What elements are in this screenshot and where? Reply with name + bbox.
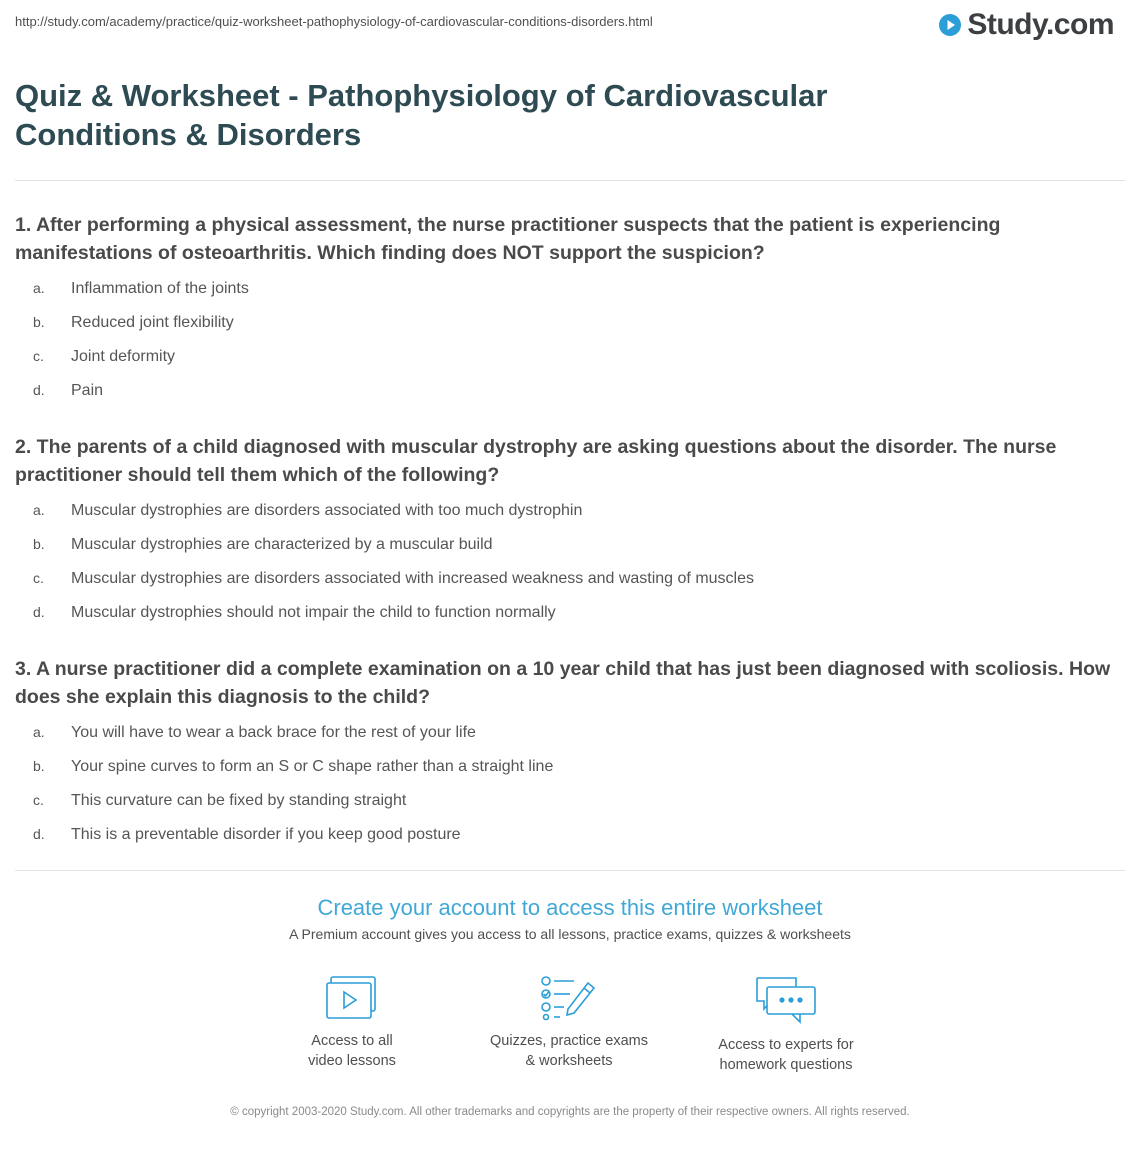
answer-letter: b. [33, 758, 45, 774]
answer-list [15, 495, 1130, 631]
copyright: © copyright 2003-2020 Study.com. All other trademarks and copyrights are the property of their respective owners. All rights reserved. [230, 1106, 910, 1118]
question-3 [15, 655, 1130, 853]
question-text: 1. After performing a physical assessment, the nurse practitioner suspects that the patient is experiencing manifestations of osteoarthritis. Which finding does NOT support the suspicion? [15, 214, 1001, 264]
feature-quizzes [469, 975, 669, 1071]
answer-option [15, 495, 1130, 529]
study-logo[interactable] [938, 8, 1114, 42]
feature-label: Access to experts for homework questions [718, 1037, 854, 1073]
answer-letter: c. [33, 348, 44, 364]
answer-text: You will have to wear a back brace for the rest of your life [71, 724, 476, 741]
answer-text: Muscular dystrophies are disorders associated with increased weakness and wasting of muscles [71, 570, 754, 587]
divider [15, 180, 1125, 181]
answer-text: This is a preventable disorder if you keep good posture [71, 826, 461, 843]
quiz-checklist-icon [540, 975, 598, 1021]
question-text: 3. A nurse practitioner did a complete examination on a 10 year child that has just been diagnosed with scoliosis. How does she explain this diagnosis to the child? [15, 658, 1111, 708]
cta-subtitle: A Premium account gives you access to all lessons, practice exams, quizzes & worksheets [289, 926, 851, 942]
feature-label: Access to all video lessons [308, 1033, 396, 1069]
question-list [15, 211, 1130, 877]
answer-option [15, 375, 1130, 409]
answer-letter: a. [33, 724, 45, 740]
answer-option [15, 785, 1130, 819]
answer-option [15, 717, 1130, 751]
answer-letter: d. [33, 382, 45, 398]
answer-text: Reduced joint flexibility [71, 314, 234, 331]
video-lessons-icon [325, 975, 379, 1021]
answer-text: Your spine curves to form an S or C shape rather than a straight line [71, 758, 554, 775]
signup-cta [0, 893, 1140, 943]
answer-option [15, 751, 1130, 785]
brand-name: Study.com [967, 8, 1114, 41]
answer-text: Muscular dystrophies are disorders associated with too much dystrophin [71, 502, 583, 519]
chat-bubbles-icon [754, 975, 818, 1025]
answer-letter: b. [33, 314, 45, 330]
answer-text: Joint deformity [71, 348, 176, 365]
answer-option [15, 307, 1130, 341]
feature-video-lessons [252, 975, 452, 1071]
answer-letter: c. [33, 792, 44, 808]
answer-option [15, 529, 1130, 563]
answer-letter: a. [33, 502, 45, 518]
question-1 [15, 211, 1130, 409]
answer-text: Pain [71, 382, 104, 399]
cta-title-link[interactable]: Create your account to access this entire worksheet [317, 895, 823, 920]
page-title: Quiz & Worksheet - Pathophysiology of Cardiovascular Conditions & Disorders [15, 78, 828, 152]
answer-option [15, 341, 1130, 375]
answer-option [15, 819, 1130, 853]
answer-letter: c. [33, 570, 44, 586]
answer-option [15, 273, 1130, 307]
page-url: http://study.com/academy/practice/quiz-worksheet-pathophysiology-of-cardiovascular-conditions-disorders.html [15, 14, 653, 29]
answer-letter: b. [33, 536, 45, 552]
play-logo-icon [938, 13, 962, 37]
answer-letter: a. [33, 280, 45, 296]
answer-letter: d. [33, 604, 45, 620]
answer-option [15, 597, 1130, 631]
answer-text: This curvature can be fixed by standing straight [71, 792, 407, 809]
answer-text: Inflammation of the joints [71, 280, 249, 297]
question-text: 2. The parents of a child diagnosed with muscular dystrophy are asking questions about the disorder. The nurse practitioner should tell them which of the following? [15, 436, 1057, 486]
feature-experts [686, 975, 886, 1075]
answer-list [15, 717, 1130, 853]
feature-label: Quizzes, practice exams & worksheets [490, 1033, 648, 1069]
answer-text: Muscular dystrophies should not impair the child to function normally [71, 604, 556, 621]
divider [15, 870, 1125, 871]
question-2 [15, 433, 1130, 631]
answer-list [15, 273, 1130, 409]
answer-option [15, 563, 1130, 597]
answer-letter: d. [33, 826, 45, 842]
answer-text: Muscular dystrophies are characterized by a muscular build [71, 536, 493, 553]
